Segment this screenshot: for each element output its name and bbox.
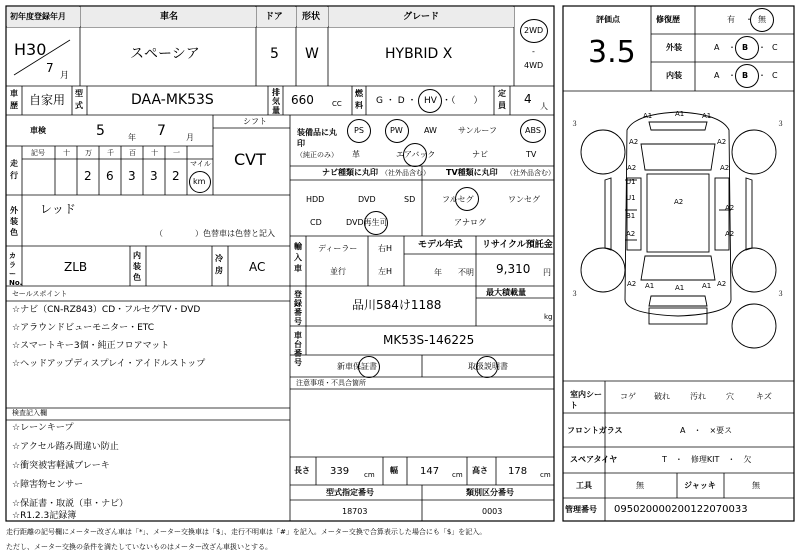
jack-label: ジャッキ <box>684 481 716 490</box>
spare-tire-icon <box>732 304 776 348</box>
exterior-grade-a: A <box>714 43 720 52</box>
footer-note-line2: ただし、メーター交換の条件を満たしていないものはメーター改ざん車扱いとする。 <box>6 543 272 551</box>
inspection-label: 車検 <box>30 126 46 135</box>
usage-value: 自家用 <box>29 93 66 107</box>
navi-dvd-play-circle <box>364 211 388 235</box>
mark-label: B1 <box>626 212 636 220</box>
model-year-unit: 年 <box>434 268 442 277</box>
drive-2wd-circle <box>520 19 548 43</box>
capacity-label: 定員 <box>498 89 506 110</box>
navi-hdd: HDD <box>306 195 325 204</box>
inspection-note-item: ☆障害物センサー <box>12 480 84 490</box>
equip-navi: ナビ <box>472 150 488 159</box>
drive-dash: - <box>532 47 535 56</box>
warranty-new-car-circle <box>358 356 380 378</box>
interior-item: キズ <box>756 392 772 401</box>
car-damage-diagram <box>565 100 792 375</box>
month-unit: 月 <box>60 71 70 81</box>
tire-front-right-icon <box>732 130 776 174</box>
warranty-manual-circle <box>476 356 498 378</box>
mileage-digit: 2 <box>172 169 180 183</box>
chassis-value: MK53S-146225 <box>383 333 475 347</box>
warranty-new-car: 新車保証書 <box>337 362 377 371</box>
length-value: 339 <box>330 466 350 477</box>
left-hand: 左H <box>378 267 393 276</box>
exterior-grade-b: B <box>742 43 749 52</box>
model-label: 型式 <box>75 89 83 110</box>
designation-value: 18703 <box>342 507 368 516</box>
exterior-label: 外装色 <box>10 206 18 237</box>
mileage-col-ichi: 一 <box>173 149 180 157</box>
mark-label: A1 <box>675 284 685 292</box>
exterior-grade-sep: ・ <box>728 43 736 52</box>
equip-ps-circle <box>347 119 371 143</box>
height-value: 178 <box>508 466 528 477</box>
max-load-label: 最大積載量 <box>486 288 526 297</box>
mileage-unit-km: km <box>193 177 206 186</box>
color-no-value: ZLB <box>64 260 88 274</box>
inspection-year-unit: 年 <box>128 133 136 142</box>
exterior-grade-circle <box>735 36 759 60</box>
equipment-label: 装備品に丸印 <box>297 128 337 148</box>
capacity-value: 4 <box>524 92 532 106</box>
year-label: 初年度登録年月 <box>10 12 66 21</box>
mileage-col-hyaku: 百 <box>129 149 136 157</box>
tools-label: 工具 <box>576 481 592 490</box>
registration-value: 品川584け1188 <box>352 298 442 312</box>
tools-value: 無 <box>636 481 644 490</box>
navi-note: （社外品含む） <box>381 169 430 177</box>
interior-grade-a: A <box>714 71 720 80</box>
tv-analog: アナログ <box>454 218 486 227</box>
score-value: 3.5 <box>588 35 636 70</box>
exterior-value: レッド <box>40 202 76 216</box>
spare-tire-value: T ・ 修理KIT ・ 欠 <box>662 455 752 464</box>
mark-label: A1 <box>702 112 712 120</box>
interior-condition-label: 室内シート <box>570 390 602 410</box>
equip-aw: AW <box>424 126 437 135</box>
displacement-unit: CC <box>332 100 342 108</box>
length-unit: cm <box>364 471 375 479</box>
shape-value: W <box>305 46 319 62</box>
management-value: 095020000200122070033 <box>614 504 748 515</box>
interior-color-label: 内装色 <box>133 251 141 282</box>
inspection-notes-label: 検査記入欄 <box>12 409 47 417</box>
side-mark-label: ３ <box>571 290 578 298</box>
management-label: 管理番号 <box>565 505 597 514</box>
right-hand: 右H <box>378 244 393 253</box>
windshield-value: A ・ ×要ス <box>680 426 733 435</box>
repair-sep: ・ <box>745 15 753 24</box>
car-name: スペーシア <box>130 46 200 62</box>
navi-title: ナビ種類に丸印 <box>322 168 378 177</box>
mark-label: A2 <box>725 230 735 238</box>
mileage-col-10man: 十 <box>63 149 70 157</box>
usage-label: 車歴 <box>10 89 18 110</box>
equipment-sublabel: （純正のみ） <box>296 151 338 159</box>
mark-label: A2 <box>717 138 727 146</box>
fuel-options: G ・ D ・ <box>376 96 417 106</box>
tv-title: TV種類に丸印 <box>446 168 498 177</box>
recycle-label: リサイクル預託金 <box>482 240 553 250</box>
sales-point-item: ☆スマートキー3個・純正フロアマット <box>12 341 170 351</box>
equip-tv: TV <box>526 150 537 159</box>
sales-point-item: ☆ナビ（CN-RZ843）CD・フルセグTV・DVD <box>12 305 201 315</box>
mark-label: U1 <box>626 178 636 186</box>
model-year-label: モデル年式 <box>418 240 463 250</box>
width-value: 147 <box>420 466 440 477</box>
inspection-note-item: ☆保証書・取説（車・ナビ） <box>12 499 129 509</box>
tv-oneseg: ワンセグ <box>508 195 540 204</box>
mark-label: A2 <box>674 198 684 206</box>
drive-2wd: 2WD <box>524 26 544 35</box>
fuel-hv-circle <box>418 89 442 113</box>
equip-leather: 革 <box>352 150 360 159</box>
shift-label: シフト <box>243 117 267 126</box>
sales-point-item: ☆ヘッドアップディスプレイ・アイドルストップ <box>12 359 206 369</box>
warranty-manual: 取扱説明書 <box>468 362 508 371</box>
color-no-label: カラーNo. <box>9 252 23 287</box>
width-unit: cm <box>452 471 463 479</box>
tire-rear-left-icon <box>581 248 625 292</box>
recycle-unit: 円 <box>543 268 551 277</box>
mileage-digit: 3 <box>150 169 158 183</box>
interior-item: 穴 <box>726 392 734 401</box>
year-value: H30 <box>14 40 47 59</box>
sales-point-item: ☆アラウンドビューモニター・ETC <box>12 323 155 333</box>
inspection-month: 7 <box>157 123 166 139</box>
side-mark-label: ３ <box>571 120 578 128</box>
mark-label: A2 <box>627 164 637 172</box>
grade-label: グレード <box>403 12 440 22</box>
mark-label: A2 <box>725 204 735 212</box>
model-value: DAA-MK53S <box>131 92 214 108</box>
mileage-label: 走行 <box>10 159 18 180</box>
shift-value: CVT <box>234 150 266 169</box>
mark-label: A2 <box>720 164 730 172</box>
ac-value: AC <box>249 260 266 274</box>
mileage-col-juu: 十 <box>151 149 158 157</box>
interior-item: 破れ <box>654 392 670 401</box>
exterior-grade-label: 外装 <box>666 43 682 52</box>
tire-front-left-icon <box>581 130 625 174</box>
interior-item: 汚れ <box>690 392 706 401</box>
drive-4wd: 4WD <box>524 61 544 70</box>
footer-note-line1: 走行距離の記号欄にメーター改ざん車は「*」、メーター交換車は「$」、走行不明車は「#」を記入。メーター交換で合算表示した場合にも「$」を記入。 <box>6 528 487 536</box>
length-label: 長さ <box>294 466 310 475</box>
tv-fullseg: フルセグ <box>442 195 474 204</box>
mark-label: A1 <box>645 282 655 290</box>
tv-fullseg-circle <box>455 187 479 211</box>
recycle-value: 9,310 <box>496 262 531 276</box>
repair-no: 無 <box>758 15 766 24</box>
mark-label: A1 <box>675 110 685 118</box>
interior-grade-b: B <box>742 71 749 80</box>
mileage-col-sen: 千 <box>107 149 114 157</box>
interior-grade-c: C <box>772 71 778 80</box>
chassis-label: 車台番号 <box>294 331 302 367</box>
mark-label: A2 <box>717 280 727 288</box>
mark-label: A1 <box>702 282 712 290</box>
max-load-unit: kg <box>544 313 553 321</box>
mark-label: U1 <box>626 194 636 202</box>
inspection-year: 5 <box>96 123 105 139</box>
mileage-digit: 3 <box>128 169 136 183</box>
registration-label: 登録番号 <box>294 290 302 326</box>
fuel-hv: HV <box>424 96 437 106</box>
inspection-month-unit: 月 <box>186 133 194 142</box>
mark-label: A2 <box>627 280 637 288</box>
equip-pw: PW <box>390 126 403 135</box>
side-mark-label: ３ <box>777 120 784 128</box>
interior-grade-circle <box>735 64 759 88</box>
navi-dvd: DVD <box>358 195 376 204</box>
windshield-label: フロントガラス <box>567 426 623 435</box>
class-value: 0003 <box>482 507 503 516</box>
fuel-paren: ・（ ） <box>442 96 483 106</box>
mileage-col-man: 万 <box>85 149 92 157</box>
inspection-note-item: ☆アクセル踏み間違い防止 <box>12 442 119 452</box>
mileage-col-symbol: 記号 <box>31 149 45 157</box>
capacity-unit: 人 <box>540 102 548 111</box>
mileage-digit: 2 <box>84 169 92 183</box>
navi-cd: CD <box>310 218 322 227</box>
interior-grade-sep2: ・ <box>758 71 766 80</box>
fuel-label: 燃料 <box>355 89 363 110</box>
notes-label: 注意事項・不具合箇所 <box>296 379 366 387</box>
equip-abs-circle <box>520 119 546 143</box>
car-name-label: 車名 <box>160 12 179 22</box>
class-label: 類別区分番号 <box>466 488 514 497</box>
shape-label: 形状 <box>302 12 321 22</box>
grade-value: HYBRID X <box>385 46 453 62</box>
interior-grade-sep: ・ <box>728 71 736 80</box>
interior-item: コゲ <box>620 392 636 401</box>
mileage-unit-mile: マイル <box>190 160 211 168</box>
score-label: 評価点 <box>596 15 620 24</box>
side-mark-label: ３ <box>777 290 784 298</box>
equip-abs: ABS <box>525 126 541 135</box>
equip-sunroof: サンルーフ <box>458 126 497 135</box>
inspection-note-item: ☆衝突被害軽減ブレーキ <box>12 461 110 471</box>
mileage-km-circle <box>189 171 211 193</box>
tire-rear-right-icon <box>732 248 776 292</box>
displacement-label: 排気量 <box>272 88 280 115</box>
height-label: 高さ <box>472 466 488 475</box>
equip-airbag-circle <box>403 143 427 167</box>
equip-airbag: エアバック <box>396 150 436 159</box>
tv-note: （社外品含む） <box>506 169 555 177</box>
exterior-grade-sep2: ・ <box>758 43 766 52</box>
ac-label: 冷房 <box>215 254 223 275</box>
displacement-value: 660 <box>291 93 314 107</box>
mark-label: A2 <box>629 138 639 146</box>
door-label: ドア <box>265 12 283 22</box>
import-dealer: ディーラー <box>318 244 358 253</box>
width-label: 幅 <box>390 466 398 475</box>
inspection-note-item: ☆レーンキープ <box>12 423 74 433</box>
interior-grade-label: 内装 <box>666 71 682 80</box>
designation-label: 型式指定番号 <box>326 488 374 497</box>
repair-yes: 有 <box>727 15 735 24</box>
door-count: 5 <box>270 46 279 62</box>
month-value: 7 <box>46 61 54 75</box>
equip-ps: PS <box>354 126 364 135</box>
jack-value: 無 <box>752 481 760 490</box>
repair-label: 修復歴 <box>656 15 680 24</box>
navi-dvd-play: DVD再生可 <box>346 218 388 227</box>
spare-tire-label: スペアタイヤ <box>570 455 618 464</box>
equip-pw-circle <box>385 119 409 143</box>
exterior-grade-c: C <box>772 43 778 52</box>
inspection-note-item: ☆R1.2.3記録簿 <box>12 511 77 521</box>
repair-no-circle <box>750 8 774 32</box>
mark-label: A1 <box>643 112 653 120</box>
exterior-note: （ ）色替車は色替と記入 <box>155 229 275 238</box>
model-year-unknown: 不明 <box>458 268 474 277</box>
sales-points-label: セールスポイント <box>12 290 68 298</box>
mileage-digit: 6 <box>106 169 114 183</box>
import-parallel: 並行 <box>330 267 346 276</box>
navi-sd: SD <box>404 195 416 204</box>
mark-label: A2 <box>626 230 636 238</box>
height-unit: cm <box>540 471 551 479</box>
import-label: 輸入車 <box>294 242 302 273</box>
